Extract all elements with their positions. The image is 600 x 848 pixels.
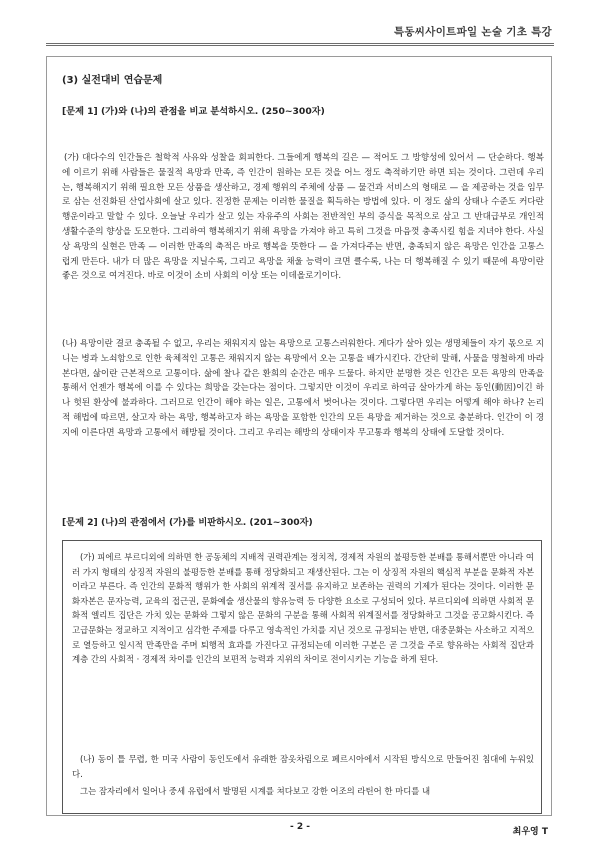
header-rule (46, 43, 554, 46)
header-title: 특동씨사이트파일 논술 기초 특강 (393, 26, 552, 38)
question-2-passage-na-2: 그는 잠자리에서 일어나 중세 유럽에서 발명된 시계를 쳐다보고 강한 어조의 라틴어 한 마디를 내 (80, 786, 431, 796)
page-number: - 2 - (290, 822, 310, 832)
question-2-passage-na-1: (나) 동이 틀 무렵, 한 미국 사람이 동인도에서 유래한 잠옷차림으로 페르시아에서 시작된 방식으로 만들어진 침대에 누워있다. (72, 754, 534, 779)
question-1-passage-na: (나) 욕망이란 결코 충족될 수 없고, 우리는 채워지지 않는 욕망으로 고통스러워한다. 게다가 살아 있는 생명체들이 자기 몫으로 지니는 병과 노쇠함으로 인한 육체적인 고통은 채워지지 않는 욕망에서 오는 고통을 배가시킨다. 간단히 말해, 사물을 명철하게 바라본다면, 삶이란 근본적으로 고통이다. 삶에 찰나 같은 환희의 순간은 매우 드물다. 하지만 분명한 것은 인간은 모든 욕망의 만족을 통해서 언젠가 행복에 이를 수 있다는 희망을 갖는다는 점이다. 그렇지만 이것이 우리로 하여금 살아가게 하는 동인(動因)이긴 하나 헛된 환상에 불과하다. 그러므로 인간이 해야 하는 일은, 고통에서 벗어나는 것이다. 그렇다면 우리는 어떻게 해야 하나? 논리적 해법에 따르면, 살고자 하는 욕망, 행복하고자 하는 욕망을 포함한 인간의 모든 욕망을 제거하는 것으로 충분하다. 인간이 이 경지에 이른다면 욕망과 고통에서 해방될 것이다. 그리고 우리는 해방의 상태이자 무고통과 행복의 상태에 도달할 것이다. (62, 339, 544, 438)
question-1-passage-ga: (가) 대다수의 인간들은 철학적 사유와 성찰을 회피한다. 그들에게 행복의 길은 — 적어도 그 방향성에 있어서 — 단순하다. 행복에 이르기 위해 사람들은 물질적 욕망과 만족, 즉 인간이 원하는 모든 것을 어느 정도 축적하기만 하면 되는 것이다. 그런데 우리는, 행복해지기 위해 필요한 모든 상품을 생산하고, 경제 행위의 주체에 상품 — 물건과 서비스의 형태로 — 을 제공하는 것을 임무로 삼는 선진화된 산업사회에 살고 있다. 진정한 문제는 이러한 물질을 획득하는 방법에 있다. 이 정도 삶의 상태나 수준도 커다란 행운이라고 말할 수 있다. 오늘날 우리가 살고 있는 자유주의 사회는 전반적인 부의 증식을 목적으로 삼고 그 반대급부로 개인적 생활수준의 향상을 도모한다. 그리하여 행복해지기 위해 욕망을 가져야 하고 특히 그것을 마음껏 충족시킬 힘을 지녀야 한다. 사실상 욕망의 실현은 만족 — 이러한 만족의 축적은 바로 행복을 뜻한다 — 을 가져다주는 반면, 충족되지 않은 욕망은 인간을 고통스럽게 만든다. 내가 더 많은 욕망을 지닐수록, 그리고 욕망을 채울 능력이 크면 클수록, 나는 더 행복해질 수 있기 때문에 욕망이란 좋은 것으로 여겨진다. 바로 이것이 소비 사회의 이상 또는 이데올로기이다. (62, 153, 544, 282)
author-name: 최우영 T (512, 827, 548, 837)
question-1-title: [문제 1] (가)와 (나)의 관점을 비교 분석하시오. (250~300자) (62, 106, 325, 117)
question-2-title: [문제 2] (나)의 관점에서 (가)를 비판하시오. (201~300자) (62, 517, 313, 528)
section-title: (3) 실전대비 연습문제 (62, 75, 163, 86)
question-2-passage-ga: (가) 피에르 부르디외에 의하면 한 공동체의 지배적 권력관계는 정치적, 경제적 자원의 불평등한 분배를 통해서뿐만 아니라 여러 가지 형태의 상징적 자원의 불평등한 분배를 통해 정당화되고 재생산된다. 그는 이 상징적 자원의 핵심적 부분을 문화적 자본이라고 부른다. 즉 인간의 문화적 행위가 한 사회의 위계적 질서를 유지하고 보존하는 권력의 기제가 된다는 것이다. 이러한 문화자본은 문자능력, 교육의 접근권, 문화예술 생산물의 향유능력 등 다양한 요소로 구성되어 있다. 부르디외에 의하면 사회적 문화적 엘리트 집단은 가치 있는 문화와 그렇지 않은 문화의 구분을 통해 사회적 위계질서를 정당화하고 그것을 공고화시킨다. 즉 고급문화는 정교하고 지적이고 심각한 주제를 다루고 영속적인 가치를 지닌 것으로 규정되는 반면, 대중문화는 사소하고 지적으로 열등하고 일시적 만족만을 주며 퇴행적 효과를 가진다고 규정되는데 이러한 구분은 곧 그것을 주로 향유하는 사회적 집단과 계층 간의 사회적 · 경제적 차이를 인간의 보편적 능력과 지위의 차이로 전이시키는 기능을 하게 된다. (72, 552, 534, 665)
